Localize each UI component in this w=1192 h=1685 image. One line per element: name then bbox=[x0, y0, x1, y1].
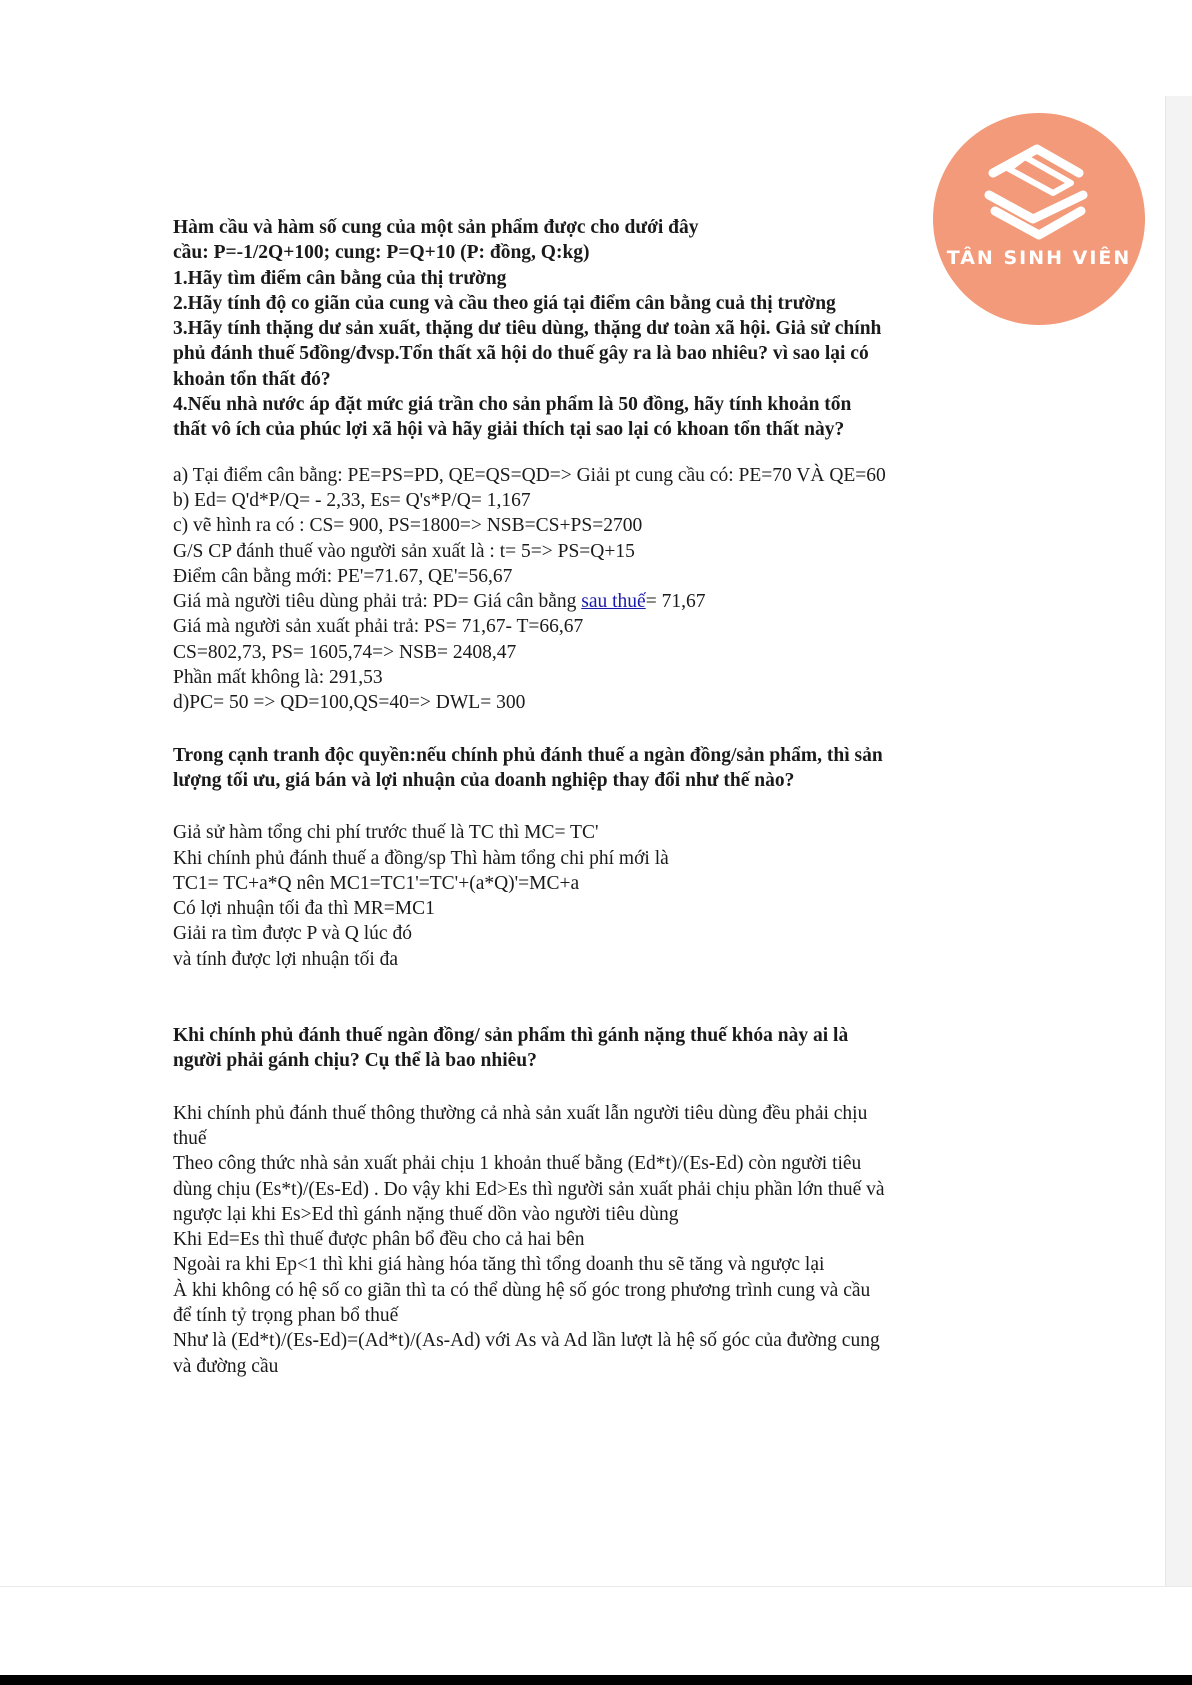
buyer-price-prefix: Giá mà người tiêu dùng phải trả: PD= Giá cân bằng bbox=[173, 591, 582, 613]
answer-1-line: Phần mất không là: 291,53 bbox=[173, 667, 383, 689]
logo-mark-icon bbox=[933, 113, 1145, 325]
answer-1-line: Giá mà người sản xuất phải trả: PS= 71,67- T=66,67 bbox=[173, 616, 584, 638]
problem-3-line: người phải gánh chịu? Cụ thể là bao nhiêu? bbox=[173, 1050, 537, 1072]
buyer-price-suffix: = 71,67 bbox=[645, 591, 706, 613]
problem-2 bbox=[173, 743, 1003, 794]
problem-1-line: 3.Hãy tính thặng dư sản xuất, thặng dư tiêu dùng, thặng dư toàn xã hội. Giả sử chính bbox=[173, 318, 882, 340]
answer-3-line: Khi chính phủ đánh thuế thông thường cả nhà sản xuất lẫn người tiêu dùng đều phải chịu bbox=[173, 1102, 868, 1124]
top-bar bbox=[0, 0, 1192, 96]
answer-2-line: TC1= TC+a*Q nên MC1=TC1'=TC'+(a*Q)'=MC+a bbox=[173, 872, 580, 894]
answer-1-line: Điểm cân bằng mới: PE'=71.67, QE'=56,67 bbox=[173, 565, 513, 587]
logo-text: TÂN SINH VIÊN bbox=[946, 247, 1132, 269]
answer-2 bbox=[173, 820, 1003, 972]
problem-1-line: phủ đánh thuế 5đồng/đvsp.Tổn thất xã hội do thuế gây ra là bao nhiêu? vì sao lại có bbox=[173, 343, 869, 365]
bottom-margin bbox=[0, 1586, 1192, 1676]
answer-3-line: ngược lại khi Es>Ed thì gánh nặng thuế dồn vào người tiêu dùng bbox=[173, 1203, 679, 1225]
problem-1-line: khoản tổn thất đó? bbox=[173, 368, 331, 390]
problem-1-line: 4.Nếu nhà nước áp đặt mức giá trần cho sản phẩm là 50 đồng, hãy tính khoản tổn bbox=[173, 394, 852, 416]
problem-1-line: 2.Hãy tính độ co giãn của cung và cầu theo giá tại điểm cân bằng cuả thị trường bbox=[173, 292, 836, 314]
answer-3-line: Như là (Ed*t)/(Es-Ed)=(Ad*t)/(As-Ad) với As và Ad lần lượt là hệ số góc của đường cung bbox=[173, 1330, 880, 1352]
problem-1-line: cầu: P=-1/2Q+100; cung: P=Q+10 (P: đồng, Q:kg) bbox=[173, 242, 590, 264]
problem-1-line: Hàm cầu và hàm số cung của một sản phẩm được cho dưới đây bbox=[173, 217, 699, 238]
answer-3-line: Khi Ed=Es thì thuế được phân bổ đều cho cả hai bên bbox=[173, 1229, 585, 1251]
answer-1-line bbox=[173, 589, 1003, 614]
problem-3-line: Khi chính phủ đánh thuế ngàn đồng/ sản phẩm thì gánh nặng thuế khóa này ai là bbox=[173, 1025, 849, 1047]
answer-1-line: CS=802,73, PS= 1605,74=> NSB= 2408,47 bbox=[173, 641, 517, 663]
answer-2-line: và tính được lợi nhuận tối đa bbox=[173, 948, 399, 970]
bottom-bar bbox=[0, 1675, 1192, 1685]
answer-3-line: Ngoài ra khi Ep<1 thì khi giá hàng hóa tăng thì tổng doanh thu sẽ tăng và ngược lại bbox=[173, 1254, 825, 1276]
answer-2-line: Khi chính phủ đánh thuế a đồng/sp Thì hàm tổng chi phí mới là bbox=[173, 847, 669, 869]
answer-3-line: À khi không có hệ số co giãn thì ta có thể dùng hệ số góc trong phương trình cung và cầu bbox=[173, 1279, 871, 1301]
answer-3 bbox=[173, 1101, 1003, 1379]
document-content bbox=[173, 215, 1003, 1379]
answer-3-line: Theo công thức nhà sản xuất phải chịu 1 khoản thuế bằng (Ed*t)/(Es-Ed) còn người tiêu bbox=[173, 1153, 862, 1175]
answer-3-line: dùng chịu (Es*t)/(Es-Ed) . Do vậy khi Ed>Es thì người sản xuất phải chịu phần lớn thuế và bbox=[173, 1178, 885, 1200]
sau-thue-link[interactable]: sau thuế bbox=[581, 591, 646, 613]
answer-3-line: để tính tỷ trọng phan bổ thuế bbox=[173, 1304, 399, 1326]
answer-2-line: Giả sử hàm tổng chi phí trước thuế là TC thì MC= TC' bbox=[173, 822, 599, 844]
problem-2-line: Trong cạnh tranh độc quyền:nếu chính phủ đánh thuế a ngàn đồng/sản phẩm, thì sản bbox=[173, 744, 883, 766]
answer-1-line: c) vẽ hình ra có : CS= 900, PS=1800=> NSB=CS+PS=2700 bbox=[173, 515, 643, 537]
problem-1 bbox=[173, 215, 1003, 443]
problem-3 bbox=[173, 1023, 1003, 1074]
answer-3-line: thuế bbox=[173, 1127, 207, 1149]
tan-sinh-vien-logo bbox=[933, 113, 1145, 325]
answer-1-line: b) Ed= Q'd*P/Q= - 2,33, Es= Q's*P/Q= 1,167 bbox=[173, 489, 531, 511]
answer-3-line: và đường cầu bbox=[173, 1355, 279, 1377]
answer-1-line: G/S CP đánh thuế vào người sản xuất là : t= 5=> PS=Q+15 bbox=[173, 540, 635, 562]
page-edge bbox=[1166, 96, 1192, 1586]
answer-1 bbox=[173, 463, 1003, 716]
answer-2-line: Có lợi nhuận tối đa thì MR=MC1 bbox=[173, 898, 435, 920]
problem-1-line: thất vô ích của phúc lợi xã hội và hãy giải thích tại sao lại có khoan tổn thất này? bbox=[173, 419, 845, 441]
answer-1-line: a) Tại điểm cân bằng: PE=PS=PD, QE=QS=QD=> Giải pt cung cầu có: PE=70 VÀ QE=60 bbox=[173, 464, 886, 486]
problem-2-line: lượng tối ưu, giá bán và lợi nhuận của doanh nghiệp thay đổi như thế nào? bbox=[173, 769, 795, 791]
problem-1-line: 1.Hãy tìm điểm cân bằng của thị trường bbox=[173, 267, 507, 289]
answer-1-line: d)PC= 50 => QD=100,QS=40=> DWL= 300 bbox=[173, 692, 526, 714]
answer-2-line: Giải ra tìm được P và Q lúc đó bbox=[173, 923, 412, 945]
